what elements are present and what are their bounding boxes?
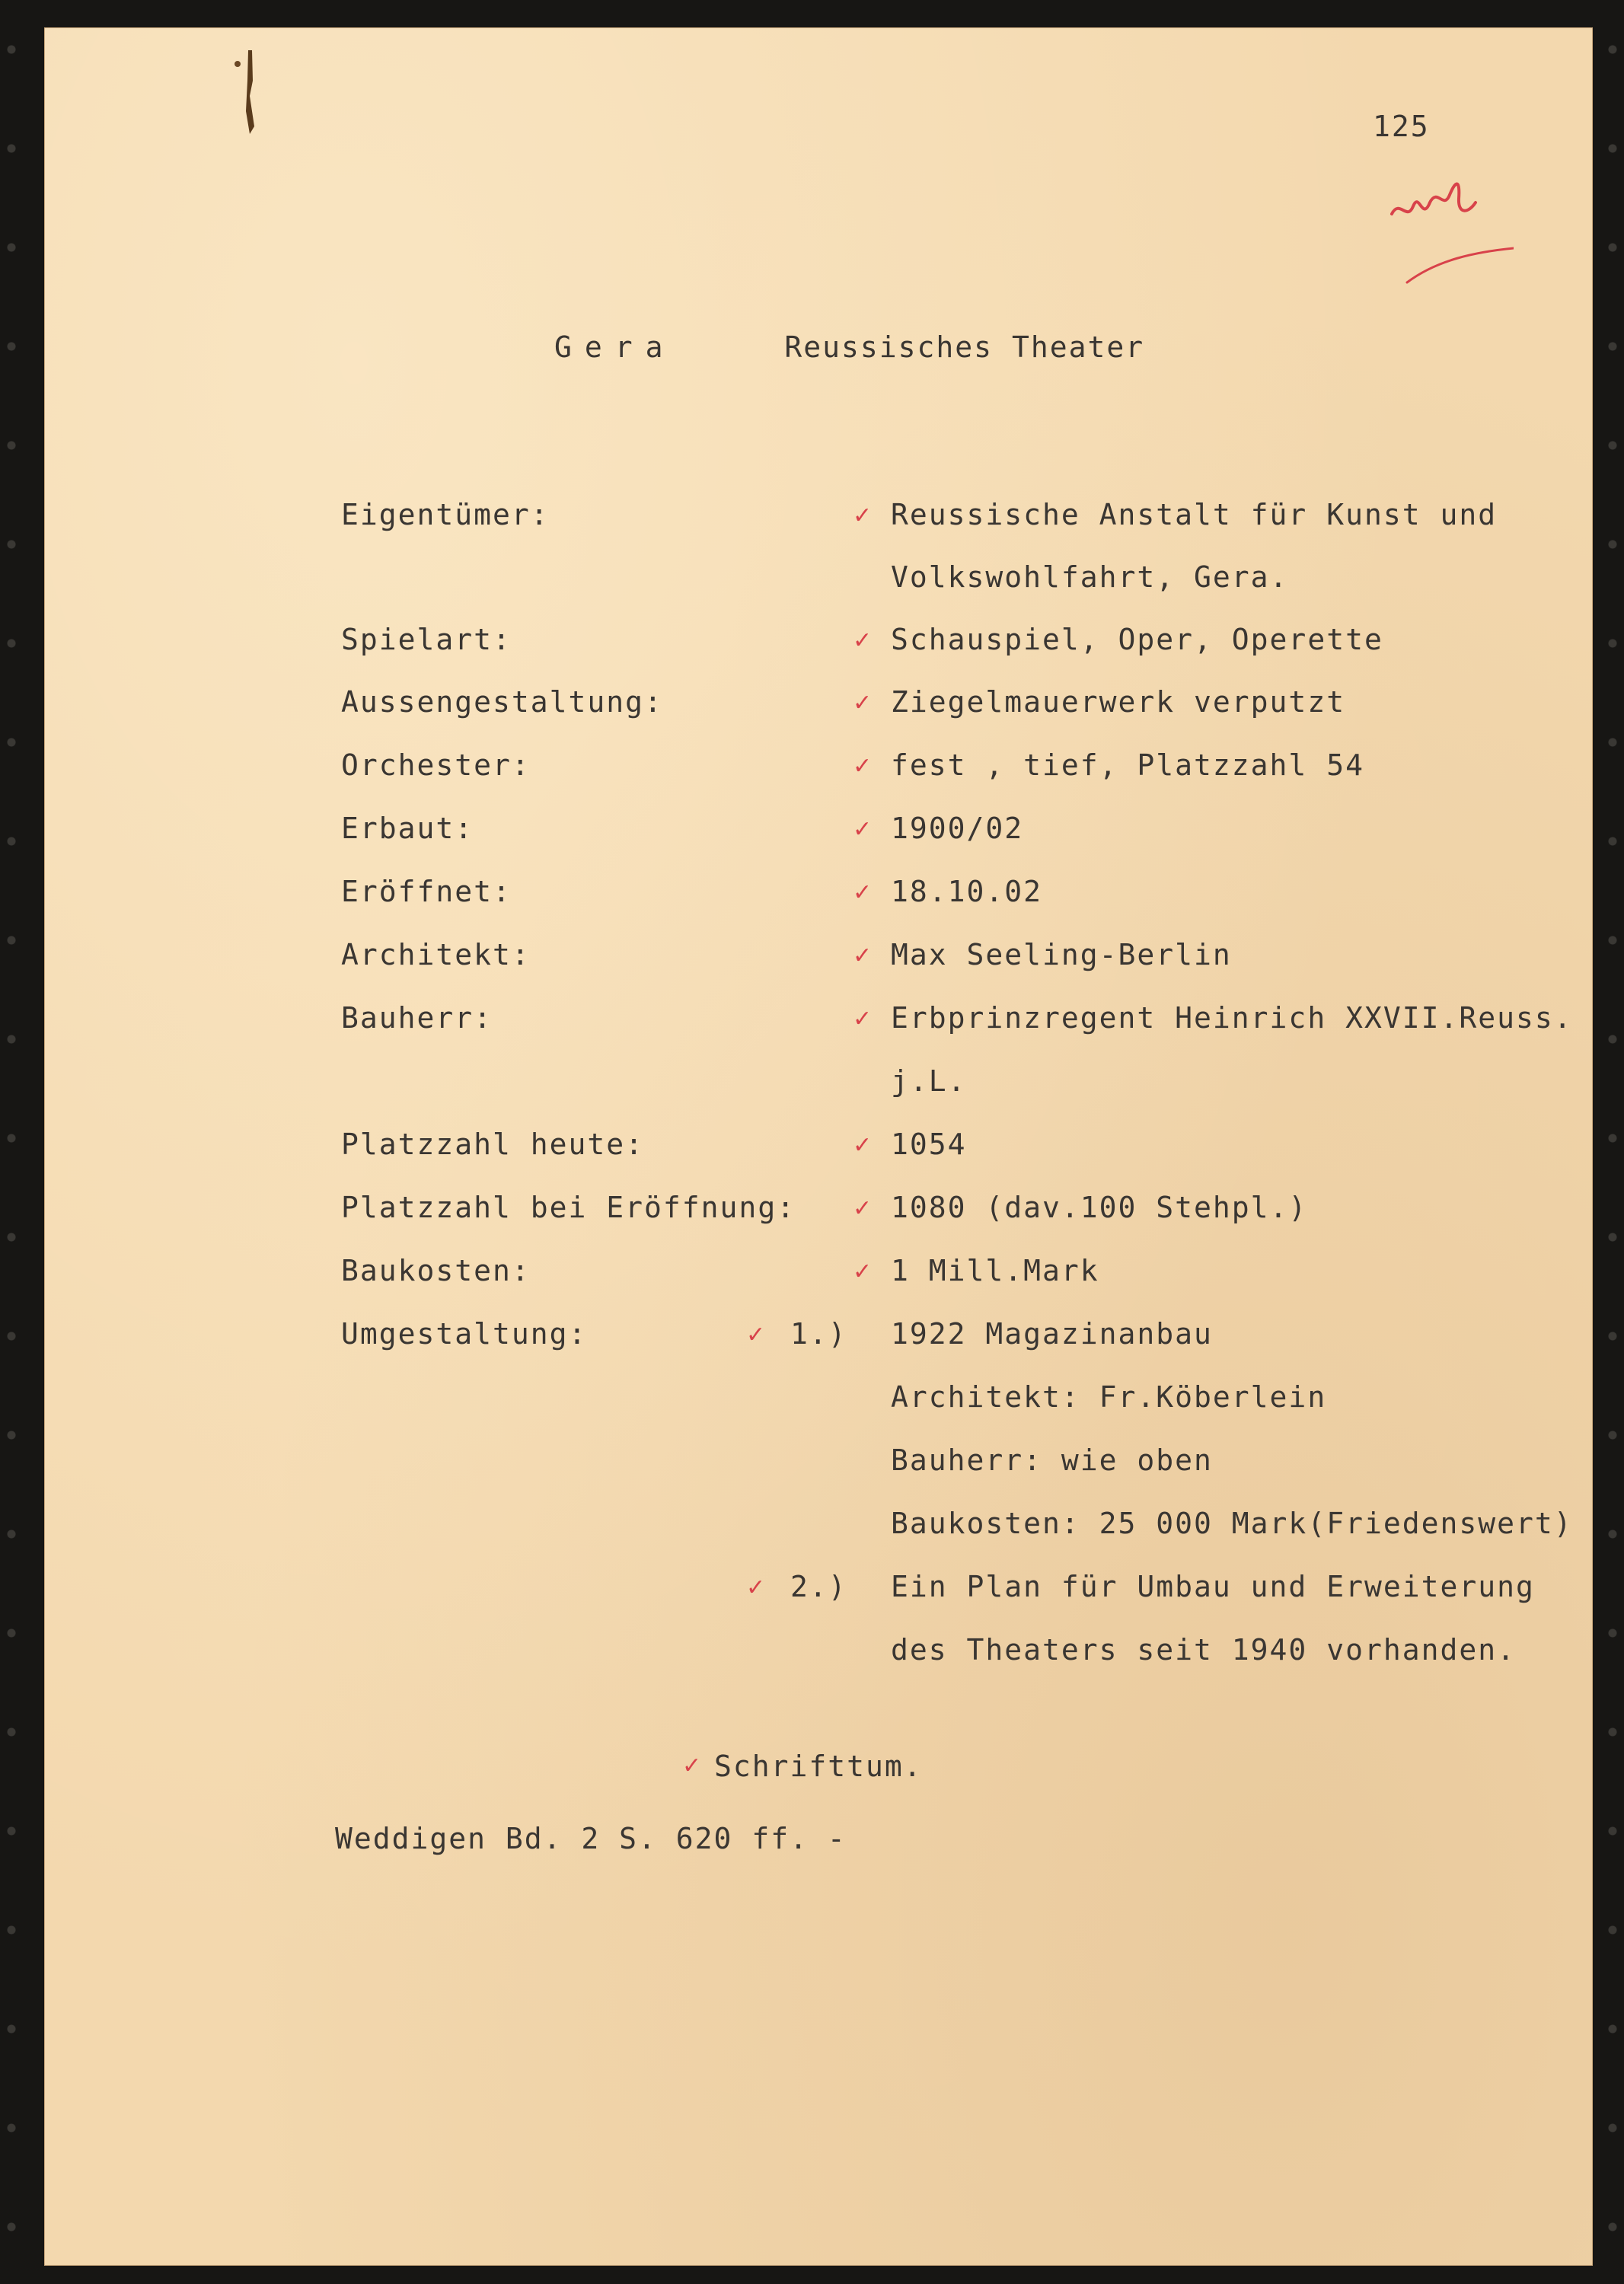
document-title (554, 330, 1144, 364)
umgestaltung-item-number-1: 1.) (790, 1317, 847, 1351)
field-label-architekt: Architekt: (341, 938, 531, 971)
check-mark: ✓ (853, 1132, 873, 1159)
field-value-platzzahl-eroeffnung: 1080 (dav.100 Stehpl.) (891, 1191, 1308, 1224)
field-value-bauherr-2: j.L. (891, 1064, 967, 1098)
field-label-platzzahl-eroeffnung: Platzzahl bei Eröffnung: (341, 1191, 796, 1224)
field-label-eigentuemer: Eigentümer: (341, 498, 550, 531)
binder-holes-right (1601, 0, 1624, 2284)
field-label-spielart: Spielart: (341, 623, 512, 656)
field-label-orchester: Orchester: (341, 748, 531, 782)
ink-stain (227, 50, 273, 134)
umgestaltung-item-1-line-1: 1922 Magazinanbau (891, 1317, 1213, 1351)
handwritten-initials (1384, 168, 1514, 290)
document-page (44, 27, 1593, 2266)
umgestaltung-item-2-line-2: des Theaters seit 1940 vorhanden. (891, 1633, 1516, 1667)
field-value-bauherr-1: Erbprinzregent Heinrich XXVII.Reuss. (891, 1001, 1573, 1035)
umgestaltung-item-2-line-1: Ein Plan für Umbau und Erweiterung (891, 1570, 1535, 1603)
umgestaltung-item-1-line-4: Baukosten: 25 000 Mark(Friedenswert) (891, 1507, 1573, 1540)
check-mark: ✓ (746, 1574, 766, 1601)
field-value-platzzahl-heute: 1054 (891, 1128, 967, 1161)
check-mark: ✓ (853, 502, 873, 529)
check-mark: ✓ (853, 1006, 873, 1032)
field-value-spielart: Schauspiel, Oper, Operette (891, 623, 1383, 656)
title-city: Gera (554, 330, 676, 364)
field-value-baukosten: 1 Mill.Mark (891, 1254, 1099, 1287)
field-value-eroeffnet: 18.10.02 (891, 875, 1043, 908)
check-mark: ✓ (853, 816, 873, 843)
binder-holes-left (0, 0, 23, 2284)
check-mark: ✓ (853, 879, 873, 906)
field-label-bauherr: Bauherr: (341, 1001, 493, 1035)
schrifttum-entry: Weddigen Bd. 2 S. 620 ff. - (335, 1822, 847, 1855)
field-label-eroeffnet: Eröffnet: (341, 875, 512, 908)
field-label-umgestaltung: Umgestaltung: (341, 1317, 588, 1351)
umgestaltung-item-1-line-2: Architekt: Fr.Köberlein (891, 1380, 1327, 1414)
check-mark: ✓ (853, 753, 873, 780)
field-label-erbaut: Erbaut: (341, 812, 474, 845)
schrifttum-heading: Schrifttum. (714, 1750, 923, 1783)
check-mark: ✓ (853, 943, 873, 969)
field-value-orchester: fest , tief, Platzzahl 54 (891, 748, 1364, 782)
field-label-baukosten: Baukosten: (341, 1254, 531, 1287)
field-value-aussengestaltung: Ziegelmauerwerk verputzt (891, 685, 1346, 719)
field-value-eigentuemer-1: Reussische Anstalt für Kunst und (891, 498, 1498, 531)
field-value-erbaut: 1900/02 (891, 812, 1024, 845)
umgestaltung-item-number-2: 2.) (790, 1570, 847, 1603)
check-mark: ✓ (853, 1258, 873, 1285)
field-value-eigentuemer-2: Volkswohlfahrt, Gera. (891, 560, 1289, 594)
umgestaltung-item-1-line-3: Bauherr: wie oben (891, 1443, 1213, 1477)
field-label-aussengestaltung: Aussengestaltung: (341, 685, 663, 719)
check-mark: ✓ (853, 627, 873, 654)
check-mark: ✓ (746, 1322, 766, 1348)
field-label-platzzahl-heute: Platzzahl heute: (341, 1128, 645, 1161)
page-number: 125 (1373, 110, 1430, 143)
check-mark: ✓ (682, 1753, 702, 1779)
title-name: Reussisches Theater (784, 330, 1145, 364)
check-mark: ✓ (853, 690, 873, 716)
check-mark: ✓ (853, 1195, 873, 1222)
field-value-architekt: Max Seeling-Berlin (891, 938, 1232, 971)
